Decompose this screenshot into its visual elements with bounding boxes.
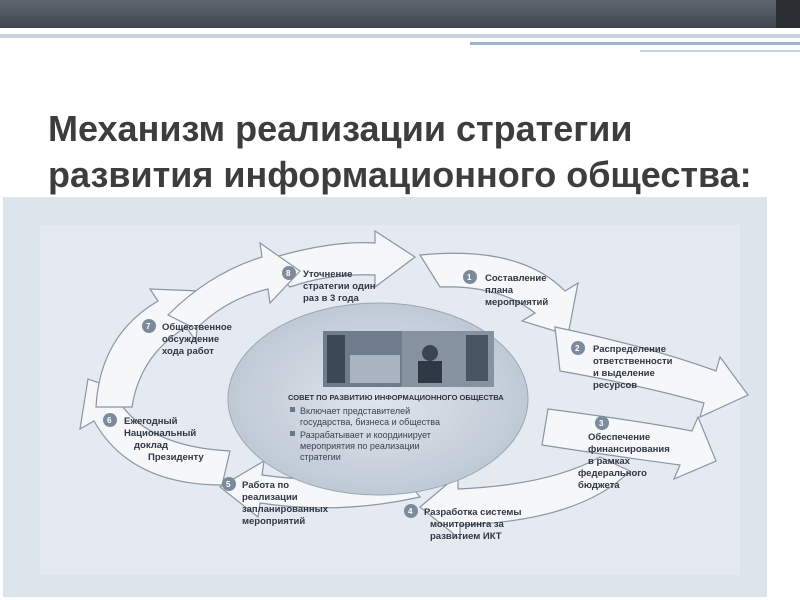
slide-title [48, 106, 768, 198]
step-number: 6 [107, 416, 112, 425]
step-text: Президенту [148, 452, 204, 463]
step-text: развитием ИКТ [430, 531, 502, 542]
step-text: Разработка системы [424, 507, 522, 518]
step-text: мероприятий [242, 516, 306, 527]
council-photo [323, 331, 494, 387]
step-text: запланированных [242, 504, 328, 515]
step-text: Ежегодный [124, 416, 178, 427]
step-text: и выделение [593, 368, 655, 379]
step-text: Распределение [593, 344, 666, 355]
step-text: Работа по [242, 480, 290, 491]
slide-title-line-2: развития информационного общества: [48, 154, 752, 195]
step-text: раз в 3 года [303, 293, 359, 304]
step-text: в рамках [588, 456, 630, 467]
top-bar-accent [776, 0, 800, 28]
step-text: плана [485, 285, 514, 296]
step-text: реализации [242, 492, 298, 503]
step-text: хода работ [162, 346, 214, 357]
step-text: федерального [578, 468, 647, 479]
slide-title-line-1: Механизм реализации стратегии [48, 108, 633, 149]
step-text: стратегии один [303, 281, 376, 292]
step-text: ресурсов [593, 380, 638, 391]
step-text: Составление [485, 273, 547, 284]
step-number: 5 [226, 480, 231, 489]
step-text: обсуждение [162, 334, 220, 345]
bullet-line: стратегии [300, 452, 341, 462]
step-number: 4 [408, 507, 413, 516]
bullet-line: мероприятия по реализации [300, 441, 420, 451]
top-bar [0, 0, 800, 28]
decor-line [0, 34, 800, 38]
cycle-diagram [0, 195, 770, 600]
step-text: Общественное [162, 322, 232, 333]
step-text: Уточнение [303, 269, 353, 280]
step-text: мероприятий [485, 297, 549, 308]
step-number: 8 [286, 269, 291, 278]
step-number: 2 [575, 344, 580, 353]
step-number: 7 [146, 322, 151, 331]
step-text: финансирования [588, 444, 670, 455]
step-text: доклад [134, 440, 169, 451]
step-text: ответственности [593, 356, 673, 367]
decor-line [640, 50, 800, 52]
step-text: Национальный [124, 428, 197, 439]
decor-line [470, 42, 800, 45]
bullet-line: Разрабатывает и координирует [300, 430, 431, 440]
bullet-line: Включает представителей [300, 406, 411, 416]
council-title: СОВЕТ ПО РАЗВИТИЮ ИНФОРМАЦИОННОГО ОБЩЕСТВА [288, 393, 504, 402]
step-text: бюджета [578, 480, 620, 491]
step-number: 1 [467, 273, 472, 282]
step-text: мониторинга за [430, 519, 504, 530]
step-text: Обеспечение [588, 432, 651, 443]
step-number: 3 [599, 419, 604, 428]
bullet-line: государства, бизнеса и общества [300, 417, 440, 427]
